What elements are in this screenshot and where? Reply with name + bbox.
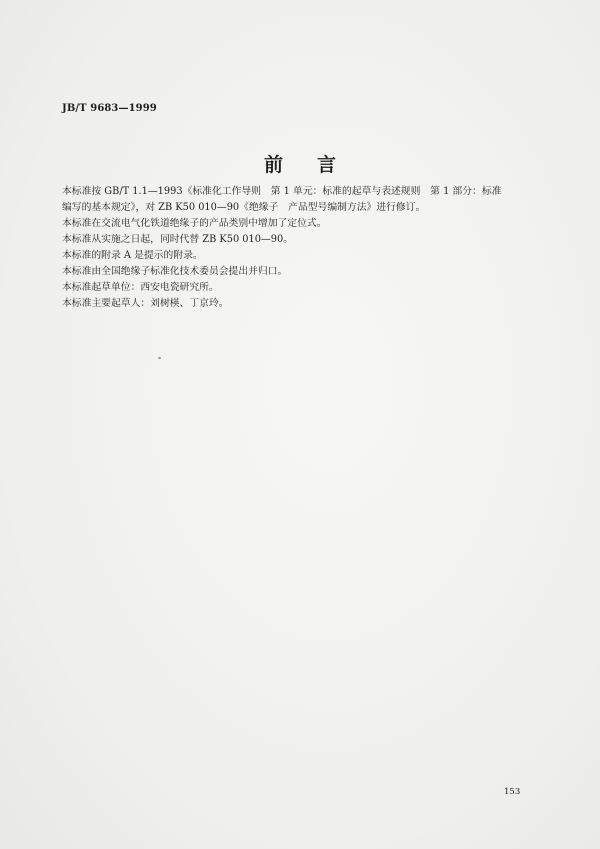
scan-speck <box>158 357 161 359</box>
page-title: 前言 <box>263 154 370 176</box>
foreword-body <box>62 184 542 312</box>
paragraph-line: 本标准按 GB/T 1.1—1993《标准化工作导则 第 1 单元：标准的起草与表述规则 第 1 部分：标准 <box>62 186 502 197</box>
paragraph-line: 本标准起草单位：西安电瓷研究所。 <box>62 282 219 293</box>
paragraph-line: 本标准的附录 A 是提示的附录。 <box>62 250 203 261</box>
page-number: 153 <box>504 787 521 797</box>
paragraph-line: 本标准在交流电气化铁道绝缘子的产品类别中增加了定位式。 <box>62 218 327 229</box>
paragraph-line: 编写的基本规定》，对 ZB K50 010—90《绝缘子 产品型号编制方法》进行修订。 <box>62 202 426 213</box>
paragraph-line: 本标准由全国绝缘子标准化技术委员会提出并归口。 <box>62 266 288 277</box>
paragraph-line: 本标准从实施之日起，同时代替 ZB K50 010—90。 <box>62 234 294 245</box>
paragraph-line: 本标准主要起草人：刘树楧、丁京玲。 <box>62 298 229 309</box>
standard-code: JB/T 9683—1999 <box>62 103 157 114</box>
